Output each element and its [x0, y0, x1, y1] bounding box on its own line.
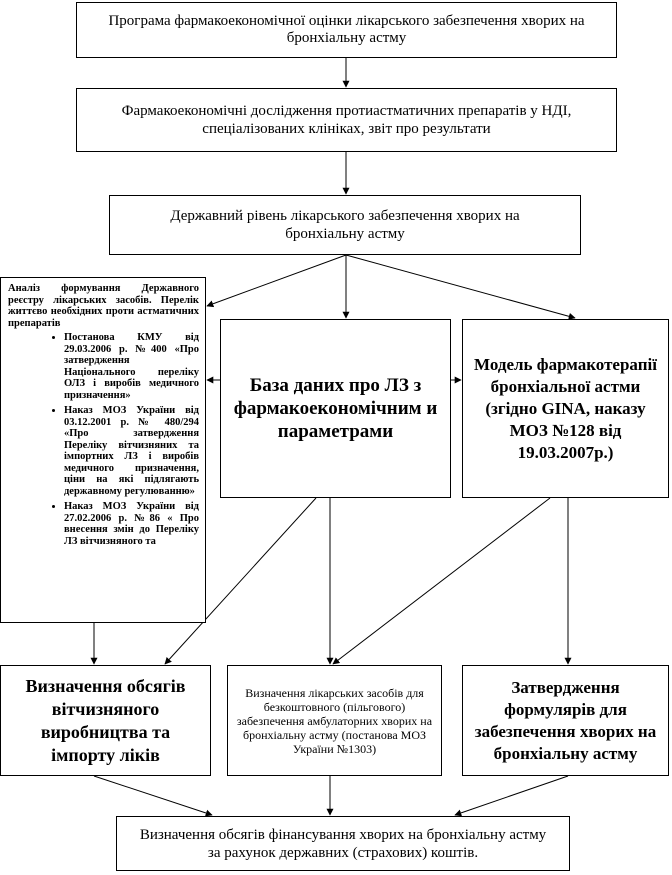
registry-list — [8, 332, 199, 547]
registry-item: • Наказ МОЗ України від 27.02.2006 р. №86 « Про внесення змін до Переліку ЛЗ вітчизняного та — [64, 501, 199, 547]
research-box — [76, 88, 617, 152]
research-text: Фармакоекономічні дослідження протиастматичних препаратів у НДІ, спеціалізованих клініках, звіт про результати — [121, 103, 572, 137]
program-box — [76, 2, 617, 58]
database-text: База даних про ЛЗ з фармакоекономічним и параметрами — [233, 375, 438, 442]
formulary-text: Затвердження формулярів для забезпечення хворих на бронхіальну астму — [474, 677, 657, 763]
arrow-formulary-to-financing — [455, 776, 568, 815]
arrow-box3-to-model — [346, 255, 575, 318]
arrow-model-to-free-drugs — [333, 498, 550, 664]
production-volumes-box — [0, 665, 211, 776]
state-level-text: Державний рівень лікарського забезпечення хворих на бронхіальну астму — [170, 208, 520, 242]
registry-analysis-box — [0, 277, 206, 623]
registry-intro: Аналіз формування Державного реєстру лікарських засобів. Перелік життєво необхідних проти астматичних препаратів — [8, 283, 199, 329]
arrow-volumes-to-financing — [94, 776, 212, 815]
financing-text: Визначення обсягів фінансування хворих на бронхіальну астму за рахунок державних (страхових) коштів. — [139, 826, 547, 861]
formulary-box — [462, 665, 669, 776]
financing-box — [116, 816, 570, 871]
database-box — [220, 319, 451, 498]
program-text: Програма фармакоекономічної оцінки лікарського забезпечення хворих на бронхіальну астму — [108, 13, 585, 46]
arrow-box3-to-registry — [207, 255, 346, 306]
free-drugs-box — [227, 665, 442, 776]
volumes-text: Визначення обсягів вітчизняного виробництва та імпорту ліків — [25, 675, 186, 765]
pharmacotherapy-model-box — [462, 319, 669, 498]
registry-item: • Постанова КМУ від 29.03.2006 р. №400 «Про затвердження Національного переліку ОЛЗ і виробів медичного призначення» — [64, 332, 199, 401]
model-text: Модель фармакотерапії бронхіальної астми (згідно GINA, наказу МОЗ №128 від 19.03.2007р.) — [474, 354, 657, 462]
state-level-box — [109, 195, 581, 255]
registry-item: • Наказ МОЗ України від 03.12.2001 р. № 480/294 «Про затвердження Переліку вітчизняних та імпортних ЛЗ і виробів медичного призначення, ціни на які підлягають державному регулюванню» — [64, 405, 199, 497]
free-drugs-text: Визначення лікарських засобів для безкоштовного (пільгового) забезпечення амбулаторних хворих на бронхіальну астму (постанова МОЗ України №1303) — [236, 685, 433, 756]
